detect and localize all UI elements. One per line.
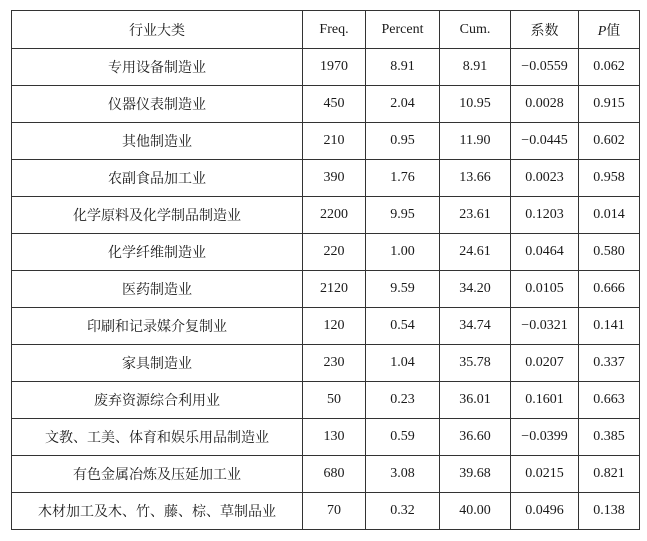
cell-freq: 70 <box>303 493 366 530</box>
cell-p-value: 0.602 <box>579 123 640 160</box>
cell-p-value: 0.385 <box>579 419 640 456</box>
cell-industry: 专用设备制造业 <box>12 49 303 86</box>
table-row <box>12 345 640 382</box>
header-p-suffix: 值 <box>606 22 621 39</box>
cell-coefficient: 0.1601 <box>511 382 579 419</box>
cell-industry: 印刷和记录媒介复制业 <box>12 308 303 345</box>
cell-industry: 仪器仪表制造业 <box>12 86 303 123</box>
cell-p-value: 0.663 <box>579 382 640 419</box>
table-row <box>12 234 640 271</box>
cell-coefficient: 0.0023 <box>511 160 579 197</box>
cell-p-value: 0.141 <box>579 308 640 345</box>
cell-cum: 13.66 <box>440 160 511 197</box>
cell-coefficient: 0.0464 <box>511 234 579 271</box>
cell-percent: 0.23 <box>366 382 440 419</box>
table-row <box>12 271 640 308</box>
cell-percent: 0.59 <box>366 419 440 456</box>
cell-cum: 36.60 <box>440 419 511 456</box>
cell-coefficient: 0.0207 <box>511 345 579 382</box>
cell-p-value: 0.666 <box>579 271 640 308</box>
cell-p-value: 0.014 <box>579 197 640 234</box>
header-cum: Cum. <box>440 11 511 49</box>
cell-percent: 1.76 <box>366 160 440 197</box>
cell-percent: 8.91 <box>366 49 440 86</box>
cell-cum: 36.01 <box>440 382 511 419</box>
cell-percent: 0.95 <box>366 123 440 160</box>
table-row <box>12 197 640 234</box>
table-row <box>12 419 640 456</box>
cell-industry: 文教、工美、体育和娱乐用品制造业 <box>12 419 303 456</box>
cell-percent: 1.04 <box>366 345 440 382</box>
header-p-value <box>579 11 640 49</box>
cell-freq: 130 <box>303 419 366 456</box>
cell-cum: 11.90 <box>440 123 511 160</box>
cell-coefficient: 0.0215 <box>511 456 579 493</box>
cell-cum: 40.00 <box>440 493 511 530</box>
cell-coefficient: 0.0028 <box>511 86 579 123</box>
cell-coefficient: −0.0559 <box>511 49 579 86</box>
cell-freq: 210 <box>303 123 366 160</box>
cell-p-value: 0.138 <box>579 493 640 530</box>
cell-coefficient: 0.0496 <box>511 493 579 530</box>
cell-freq: 390 <box>303 160 366 197</box>
cell-industry: 有色金属冶炼及压延加工业 <box>12 456 303 493</box>
cell-freq: 120 <box>303 308 366 345</box>
cell-p-value: 0.821 <box>579 456 640 493</box>
cell-cum: 23.61 <box>440 197 511 234</box>
table-row <box>12 456 640 493</box>
industry-regression-table <box>11 10 640 530</box>
cell-cum: 8.91 <box>440 49 511 86</box>
table-body <box>12 49 640 530</box>
cell-p-value: 0.915 <box>579 86 640 123</box>
table-row <box>12 86 640 123</box>
cell-cum: 34.20 <box>440 271 511 308</box>
header-percent: Percent <box>366 11 440 49</box>
header-industry: 行业大类 <box>12 11 303 49</box>
header-p-letter: P <box>597 23 607 39</box>
cell-p-value: 0.337 <box>579 345 640 382</box>
table-row <box>12 123 640 160</box>
cell-cum: 10.95 <box>440 86 511 123</box>
cell-coefficient: 0.0105 <box>511 271 579 308</box>
cell-industry: 木材加工及木、竹、藤、棕、草制品业 <box>12 493 303 530</box>
cell-industry: 化学纤维制造业 <box>12 234 303 271</box>
cell-coefficient: −0.0399 <box>511 419 579 456</box>
cell-industry: 其他制造业 <box>12 123 303 160</box>
cell-percent: 9.95 <box>366 197 440 234</box>
cell-percent: 9.59 <box>366 271 440 308</box>
cell-freq: 220 <box>303 234 366 271</box>
table-row <box>12 382 640 419</box>
cell-coefficient: −0.0321 <box>511 308 579 345</box>
cell-industry: 医药制造业 <box>12 271 303 308</box>
cell-freq: 50 <box>303 382 366 419</box>
cell-freq: 2120 <box>303 271 366 308</box>
cell-industry: 农副食品加工业 <box>12 160 303 197</box>
cell-p-value: 0.958 <box>579 160 640 197</box>
cell-industry: 化学原料及化学制品制造业 <box>12 197 303 234</box>
cell-industry: 废弃资源综合利用业 <box>12 382 303 419</box>
cell-cum: 35.78 <box>440 345 511 382</box>
cell-freq: 680 <box>303 456 366 493</box>
table-header <box>12 11 640 49</box>
cell-freq: 450 <box>303 86 366 123</box>
cell-percent: 0.32 <box>366 493 440 530</box>
cell-freq: 2200 <box>303 197 366 234</box>
cell-freq: 230 <box>303 345 366 382</box>
header-row <box>12 11 640 49</box>
cell-percent: 0.54 <box>366 308 440 345</box>
cell-cum: 39.68 <box>440 456 511 493</box>
table-row <box>12 308 640 345</box>
cell-p-value: 0.580 <box>579 234 640 271</box>
table-row <box>12 493 640 530</box>
header-coefficient: 系数 <box>511 11 579 49</box>
cell-percent: 2.04 <box>366 86 440 123</box>
table-row <box>12 49 640 86</box>
cell-industry: 家具制造业 <box>12 345 303 382</box>
cell-p-value: 0.062 <box>579 49 640 86</box>
header-freq: Freq. <box>303 11 366 49</box>
cell-cum: 24.61 <box>440 234 511 271</box>
cell-coefficient: 0.1203 <box>511 197 579 234</box>
cell-cum: 34.74 <box>440 308 511 345</box>
table-row <box>12 160 640 197</box>
cell-percent: 1.00 <box>366 234 440 271</box>
cell-coefficient: −0.0445 <box>511 123 579 160</box>
cell-percent: 3.08 <box>366 456 440 493</box>
cell-freq: 1970 <box>303 49 366 86</box>
